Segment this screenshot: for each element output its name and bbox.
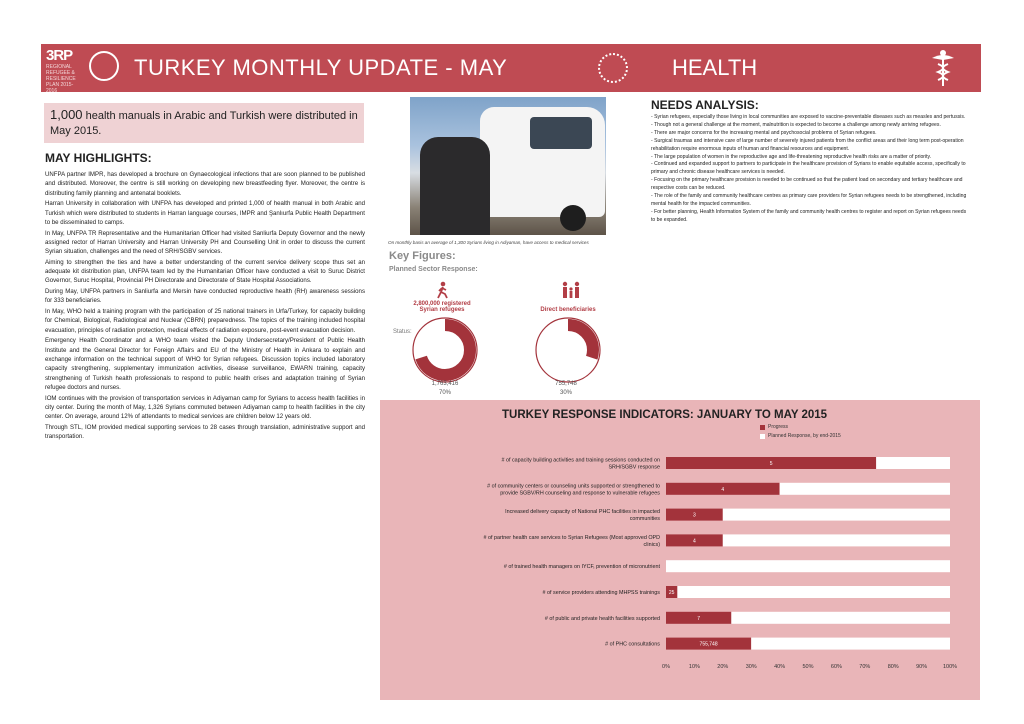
legend-progress-label: Progress: [768, 424, 789, 430]
needs-item: - Surgical traumas and intensive care of large number of severely injured patients from the conflict areas and their long term post-operation rehabilitation require enormous inputs of human and financial resources and equipment.: [651, 137, 964, 152]
bar-planned: [780, 483, 950, 495]
bar-planned: [876, 457, 950, 469]
x-tick-label: 100%: [942, 664, 958, 670]
x-tick-label: 10%: [688, 664, 700, 670]
needs-item: - For better planning, Health Information System of the family and community health centres to register and report on Syrian refugees needs to be expanded.: [651, 208, 967, 223]
highlight-paragraph: UNFPA partner IMPR, has developed a brochure on Gynaecological infections that are soon planned to be published and distributed. Moreover, the centre is still working on developing new breastfeeding flyer. Moreover, the centre is distributing family planning and antenatal booklets.: [45, 171, 365, 197]
bar-data-label: 5: [769, 461, 773, 467]
indicators-chart: [380, 440, 980, 680]
x-tick-label: 80%: [887, 664, 899, 670]
needs-item: - Continued and expanded support to partners to participate in the healthcare provision of Syrians to enable equitable access, specifically to primary and chronic disease healthcare services is needed.: [651, 161, 966, 176]
needs-item: - Though not a general challenge at the moment, malnutrition is expected to become a challenge among newly arriving refugees.: [651, 121, 941, 128]
x-tick-label: 50%: [802, 664, 814, 670]
x-tick-label: 0%: [662, 664, 670, 670]
highlight-paragraph: Through STL, IOM provided medical supporting services to 28 cases through translation, administrative support and transportation.: [45, 423, 365, 441]
chart-title: TURKEY RESPONSE INDICATORS: JANUARY TO MAY 2015: [502, 409, 828, 421]
x-tick-label: 90%: [916, 664, 928, 670]
needs-heading: NEEDS ANALYSIS:: [651, 98, 759, 112]
highlight-paragraph: In May, WHO held a training program with the participation of 25 national trainers in Urfa/Turkey, for capacity building for Chemical, Biological, Radiological and Nuclear (CBRN) preparedness. The topics of the training included hospital evacuation, principles of radiation protection, medical effects of radiation exposure, post-event evacuation decision.: [45, 308, 365, 334]
photo-caption: On monthly basis an average of 1,300 Syrians living in Adiyaman, have access to medical services: [388, 240, 589, 245]
x-tick-label: 60%: [830, 664, 842, 670]
category-label: # of public and private health facilities supported: [544, 615, 660, 622]
kf-value-beneficiaries: 755,748: [555, 381, 577, 387]
x-tick-label: 40%: [774, 664, 786, 670]
category-label: # of partner health care services to Syrian Refugees (Most approved OPD clinics): [483, 534, 660, 548]
needs-item: - There are major concerns for the increasing mental and psychosocial problems of Syrian refugees.: [651, 129, 877, 136]
category-label: # of service providers attending MHPSS trainings: [542, 590, 660, 596]
x-tick-label: 70%: [859, 664, 871, 670]
highlight-paragraph: Emergency Health Coordinator and a WHO team visited the Deputy Undersecretary/President of Public Health Institute and the General Director for Foreign Affairs and EU of the Ministry of Health in Ankara to explain and exchange information on the technical support of WHO for Syrian refugees. Discussion topics included laboratory capacity strengthening, supplementary immunization activities, disease surveillance, EWARN training, capacity strengthening of Turkish health professionals to respond to public health crises and adaptation training of Syrian refugee doctors and nurses.: [45, 337, 365, 391]
needs-item: - The large population of women in the reproductive age and life-threatening reproductive health risks are a matter of priority.: [651, 153, 932, 160]
status-label: Status:: [393, 329, 412, 335]
key-figures-heading: Key Figures:: [389, 250, 456, 262]
bar-data-label: 7: [697, 615, 701, 622]
page-title: TURKEY MONTHLY UPDATE - MAY: [134, 55, 508, 80]
kf-label-beneficiaries: Direct beneficiaries: [540, 307, 596, 313]
pattern-emblem-icon: [598, 53, 628, 83]
logo-3rp: 3RP: [46, 47, 73, 64]
needs-item: - Syrian refugees, especially those living in local communities are exposed to vaccine-preventable diseases such as measles and pertussis.: [651, 114, 966, 120]
highlight-paragraph: During May, UNFPA partners in Sanliurfa and Mersin have conducted reproductive health (RH) awareness sessions for 333 beneficiaries.: [45, 288, 365, 305]
bar-data-label: 3: [693, 512, 696, 519]
legend-planned: [760, 433, 841, 439]
callout-box: [44, 103, 364, 143]
kf-label-refugees: 2,800,000 registered Syrian refugees: [413, 301, 471, 313]
kf-value-refugees: 1,763,416: [431, 381, 459, 387]
category-label: Increased delivery capacity of National PHC facilities in impacted communities: [505, 509, 660, 523]
bar-planned: [723, 509, 950, 521]
sector-title: HEALTH: [672, 55, 758, 80]
key-figures-subheading: Planned Sector Response:: [389, 266, 478, 273]
walking-person-icon: [436, 281, 450, 299]
bar-planned: [723, 534, 950, 546]
family-icon: [560, 281, 582, 299]
bar-data-label: 25: [668, 590, 675, 596]
highlight-paragraph: Aiming to strengthen the ties and have a better understanding of the current service delivery scope thus set an adequate kit distribution plan, UNFPA team led by the Humanitarian Officer have conducted a visit to Suruc District Governor, Suruc Hospital, Provincial PH Directorate and Directorate of State Hospital Associations.: [45, 258, 365, 285]
x-tick-label: 20%: [717, 664, 729, 670]
bar-planned: [666, 560, 950, 572]
bar-data-label: 755,748: [699, 641, 718, 648]
needs-body: [651, 114, 971, 225]
legend-planned-label: Planned Response, by end-2015: [768, 433, 841, 439]
highlight-paragraph: In May, UNFPA TR Representative and the Humanitarian Officer had visited Sanliurfa Deputy Governor and the newly assigned rector of Harran University and Harran University PH and Counselling Unit in order to discuss the current Syrian situation, challenges and the need of SRH/SGBV services.: [45, 229, 365, 256]
kf-percent-refugees: 70%: [438, 390, 451, 396]
caduceus-icon: [930, 48, 956, 88]
bar-data-label: 4: [721, 486, 725, 493]
legend-progress: [760, 424, 841, 430]
bar-data-label: 4: [693, 538, 696, 545]
photo-vans: [410, 97, 606, 235]
x-tick-label: 30%: [745, 664, 757, 670]
callout-text: health manuals in Arabic and Turkish were distributed in May 2015.: [50, 110, 358, 137]
kf-percent-beneficiaries: 30%: [559, 390, 572, 396]
highlight-paragraph: Harran University in collaboration with UNFPA has developed and printed 1,000 of health manual in both Arabic and Turkish which were distributed to students in Harran language courses, IMPR and Şanlıurfa Public Health Department to be disseminated to camps.: [45, 200, 365, 226]
category-label: # of capacity building activities and training sessions conducted on SRH/SGBV response: [501, 457, 660, 471]
needs-item: - The role of the family and community healthcare centres as primary care providers for Syrian refugees needs to be strengthened, including mental health for the impacted communities.: [651, 193, 967, 207]
logo-subtext: REGIONAL REFUGEE & RESILIENCE PLAN 2015-2016: [46, 64, 76, 94]
needs-item: - Focusing on the primary healthcare provision is needed to be continued so that the patient load on secondary and tertiary healthcare and respective costs can be reduced.: [651, 177, 963, 192]
category-label: # of PHC consultations: [605, 641, 660, 648]
category-label: # of community centers or counseling units supported or strengthened to provide SGBV/RH counseling and response to vulnerable refugees: [487, 483, 660, 497]
bar-planned: [731, 612, 950, 624]
bar-planned: [751, 638, 950, 650]
callout-number: 1,000: [50, 107, 83, 122]
highlights-body: [45, 170, 365, 443]
emblem-icon: [89, 51, 119, 81]
key-figures-donuts: [400, 315, 620, 385]
highlight-paragraph: IOM continues with the provision of transportation services in Adiyaman camp for Syrians to access health facilities in city center. During the month of May, 1,326 Syrians commuted between Adiyaman camp to health facilities in the city center. On average, around 12% of attendants to medical services are children below 12 years old.: [45, 394, 365, 421]
category-label: # of trained health managers on IYCF, prevention of micronutrient: [503, 564, 660, 571]
highlights-heading: MAY HIGHLIGHTS:: [45, 151, 152, 165]
bar-planned: [677, 586, 950, 598]
